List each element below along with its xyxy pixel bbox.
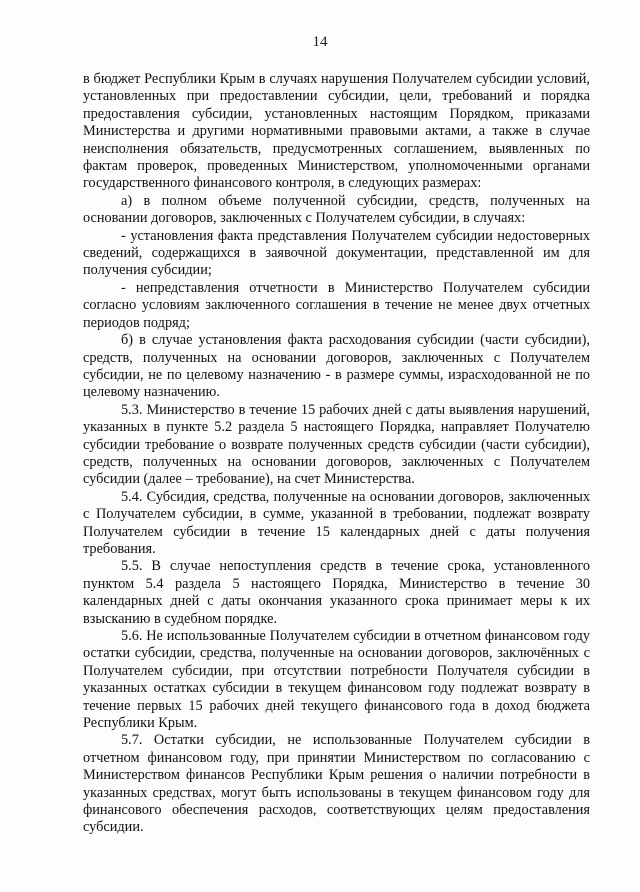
paragraph-5-6: 5.6. Не использованные Получателем субсидии в отчетном финансовом году остатки субсидии, средства, полученные на основании договоров, заключённых с Получателем субсидии, при отсутствии потребности Получателя субсидии в указанных остатках субсидии в текущем финансовом году подлежат возврату в течение первых 15 рабочих дней текущего финансового года в доход бюджета Республики Крым. <box>83 628 590 732</box>
paragraph-a-dash1: - установления факта представления Получателем субсидии недостоверных сведений, содержащихся в заявочной документации, представленной им для получения субсидии; <box>83 227 590 279</box>
paragraph-a: а) в полном объеме полученной субсидии, средств, полученных на основании договоров, заключенных с Получателем субсидии, в случаях: <box>83 192 590 227</box>
paragraph-5-5: 5.5. В случае непоступления средств в течение срока, установленного пунктом 5.4 раздела 5 настоящего Порядка, Министерство в течение 30 календарных дней с даты окончания указанного срока принимает меры к их взысканию в судебном порядке. <box>83 558 590 627</box>
paragraph-5-3: 5.3. Министерство в течение 15 рабочих дней с даты выявления нарушений, указанных в пункте 5.2 раздела 5 настоящего Порядка, направляет Получателю субсидии требование о возврате полученных средств субсидии (части субсидии), средств, полученных на основании договоров, заключенных с Получателем субсидии (далее – требование), на счет Министерства. <box>83 401 590 488</box>
paragraph-5-4: 5.4. Субсидия, средства, полученные на основании договоров, заключенных с Получателем субсидии, в сумме, указанной в требовании, подлежат возврату Получателем субсидии в течение 15 календарных дней с даты получения требования. <box>83 488 590 557</box>
paragraph-a-dash2: - непредставления отчетности в Министерство Получателем субсидии согласно условиям заключенного соглашения в течение не менее двух отчетных периодов подряд; <box>83 279 590 331</box>
document-body <box>83 71 590 837</box>
page-number: 14 <box>312 34 328 50</box>
paragraph-5-7: 5.7. Остатки субсидии, не использованные Получателем субсидии в отчетном финансовом году, при принятии Министерством по согласованию с Министерством финансов Республики Крым решения о наличии потребности в указанных средствах, могут быть использованы в текущем финансовом году для финансового обеспечения расходов, соответствующих целям предоставления субсидии. <box>83 732 590 836</box>
paragraph-b: б) в случае установления факта расходования субсидии (части субсидии), средств, полученных на основании договоров, заключенных с Получателем субсидии, не по целевому назначению - в размере суммы, израсходованной не по целевому назначению. <box>83 332 590 401</box>
paragraph-continuation: в бюджет Республики Крым в случаях нарушения Получателем субсидии условий, установленных при предоставлении субсидии, цели, требований и порядка предоставления субсидии, установленных настоящим Порядком, приказами Министерства и другими нормативными правовыми актами, а также в случае неисполнения обязательств, предусмотренных соглашением, выявленных по фактам проверок, проведенных Министерством, уполномоченными органами государственного финансового контроля, в следующих размерах: <box>83 71 590 192</box>
